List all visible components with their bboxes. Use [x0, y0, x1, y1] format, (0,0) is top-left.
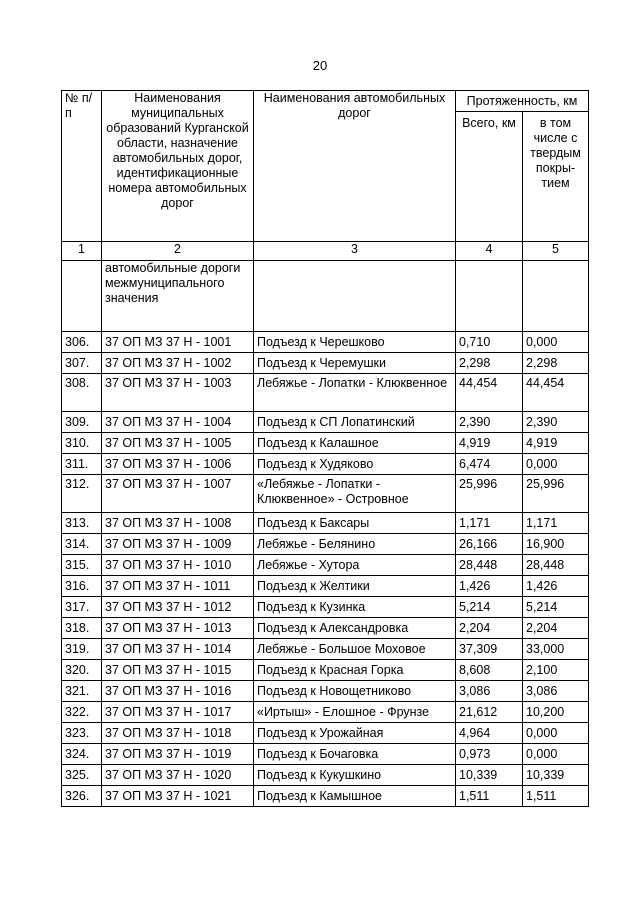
road-name: Подъезд к Баксары [254, 513, 456, 534]
header-length: Протяженность, км [456, 91, 589, 112]
table-row [62, 597, 589, 618]
length-total: 8,608 [456, 660, 523, 681]
road-id: 37 ОП МЗ 37 Н - 1007 [102, 475, 254, 513]
section-empty-cell [523, 261, 589, 332]
length-total: 21,612 [456, 702, 523, 723]
road-id: 37 ОП МЗ 37 Н - 1015 [102, 660, 254, 681]
section-empty-cell [456, 261, 523, 332]
row-number: 306. [62, 332, 102, 353]
length-total: 0,710 [456, 332, 523, 353]
row-number: 315. [62, 555, 102, 576]
road-name: Подъезд к Урожайная [254, 723, 456, 744]
length-hard-surface: 1,171 [523, 513, 589, 534]
length-hard-surface: 2,100 [523, 660, 589, 681]
road-id: 37 ОП МЗ 37 Н - 1009 [102, 534, 254, 555]
length-total: 4,964 [456, 723, 523, 744]
row-number: 326. [62, 786, 102, 807]
table-row [62, 555, 589, 576]
length-total: 0,973 [456, 744, 523, 765]
road-name: Подъезд к Худяково [254, 454, 456, 475]
section-title: автомобильные дороги межмуниципального значения [102, 261, 254, 332]
length-hard-surface: 0,000 [523, 332, 589, 353]
row-number: 316. [62, 576, 102, 597]
row-number: 324. [62, 744, 102, 765]
length-hard-surface: 3,086 [523, 681, 589, 702]
road-name: Подъезд к Камышное [254, 786, 456, 807]
road-name: Подъезд к Красная Горка [254, 660, 456, 681]
table-row [62, 618, 589, 639]
length-hard-surface: 1,426 [523, 576, 589, 597]
length-hard-surface: 44,454 [523, 374, 589, 412]
length-hard-surface: 10,200 [523, 702, 589, 723]
row-number: 310. [62, 433, 102, 454]
row-number: 312. [62, 475, 102, 513]
road-name: Лебяжье - Большое Моховое [254, 639, 456, 660]
road-name: Подъезд к Черешково [254, 332, 456, 353]
road-id: 37 ОП МЗ 37 Н - 1008 [102, 513, 254, 534]
table-row [62, 681, 589, 702]
length-hard-surface: 0,000 [523, 723, 589, 744]
row-number: 318. [62, 618, 102, 639]
table-row [62, 786, 589, 807]
road-id: 37 ОП МЗ 37 Н - 1003 [102, 374, 254, 412]
section-row [62, 261, 589, 332]
row-number: 325. [62, 765, 102, 786]
row-number: 314. [62, 534, 102, 555]
road-name: Подъезд к Кузинка [254, 597, 456, 618]
road-name: «Иртыш» - Елошное - Фрунзе [254, 702, 456, 723]
length-total: 2,204 [456, 618, 523, 639]
row-number: 311. [62, 454, 102, 475]
table-row [62, 576, 589, 597]
length-hard-surface: 10,339 [523, 765, 589, 786]
section-empty-cell [62, 261, 102, 332]
length-hard-surface: 25,996 [523, 475, 589, 513]
table-row [62, 475, 589, 513]
header-number: № п/п [62, 91, 102, 242]
road-id: 37 ОП МЗ 37 Н - 1010 [102, 555, 254, 576]
table-row [62, 353, 589, 374]
road-id: 37 ОП МЗ 37 Н - 1004 [102, 412, 254, 433]
table-row [62, 513, 589, 534]
table-row [62, 433, 589, 454]
header-hard-surface: в том числе с твердым покры-тием [523, 112, 589, 242]
length-total: 3,086 [456, 681, 523, 702]
length-total: 2,298 [456, 353, 523, 374]
road-id: 37 ОП МЗ 37 Н - 1017 [102, 702, 254, 723]
length-total: 4,919 [456, 433, 523, 454]
road-id: 37 ОП МЗ 37 Н - 1021 [102, 786, 254, 807]
length-hard-surface: 0,000 [523, 454, 589, 475]
length-total: 6,474 [456, 454, 523, 475]
road-name: «Лебяжье - Лопатки - Клюквенное» - Островное [254, 475, 456, 513]
table-row [62, 332, 589, 353]
road-id: 37 ОП МЗ 37 Н - 1019 [102, 744, 254, 765]
length-hard-surface: 4,919 [523, 433, 589, 454]
length-total: 10,339 [456, 765, 523, 786]
road-id: 37 ОП МЗ 37 Н - 1020 [102, 765, 254, 786]
column-number: 2 [102, 242, 254, 261]
column-number: 3 [254, 242, 456, 261]
table-row [62, 744, 589, 765]
header-road-name: Наименования автомобильных дорог [254, 91, 456, 242]
road-id: 37 ОП МЗ 37 Н - 1001 [102, 332, 254, 353]
table-row [62, 639, 589, 660]
length-hard-surface: 2,390 [523, 412, 589, 433]
road-name: Подъезд к Кукушкино [254, 765, 456, 786]
header-total: Всего, км [456, 112, 523, 242]
table-row [62, 412, 589, 433]
length-hard-surface: 1,511 [523, 786, 589, 807]
length-total: 1,511 [456, 786, 523, 807]
column-number: 1 [62, 242, 102, 261]
row-number: 308. [62, 374, 102, 412]
header-municipality: Наименования муниципальных образований Курганской области, назначение автомобильных дорог, идентификационные номера автомобильных дорог [102, 91, 254, 242]
column-number-row [62, 242, 589, 261]
length-total: 28,448 [456, 555, 523, 576]
column-number: 4 [456, 242, 523, 261]
row-number: 322. [62, 702, 102, 723]
length-total: 5,214 [456, 597, 523, 618]
road-name: Лебяжье - Лопатки - Клюквенное [254, 374, 456, 412]
length-total: 2,390 [456, 412, 523, 433]
road-name: Подъезд к Александровка [254, 618, 456, 639]
road-id: 37 ОП МЗ 37 Н - 1018 [102, 723, 254, 744]
column-number: 5 [523, 242, 589, 261]
road-id: 37 ОП МЗ 37 Н - 1016 [102, 681, 254, 702]
row-number: 323. [62, 723, 102, 744]
road-name: Лебяжье - Белянино [254, 534, 456, 555]
table-row [62, 534, 589, 555]
length-hard-surface: 0,000 [523, 744, 589, 765]
road-name: Подъезд к Черемушки [254, 353, 456, 374]
road-name: Подъезд к Калашное [254, 433, 456, 454]
length-hard-surface: 2,204 [523, 618, 589, 639]
row-number: 307. [62, 353, 102, 374]
table-row [62, 723, 589, 744]
length-hard-surface: 28,448 [523, 555, 589, 576]
row-number: 321. [62, 681, 102, 702]
row-number: 320. [62, 660, 102, 681]
length-hard-surface: 5,214 [523, 597, 589, 618]
road-name: Подъезд к Новощетниково [254, 681, 456, 702]
road-id: 37 ОП МЗ 37 Н - 1013 [102, 618, 254, 639]
length-total: 25,996 [456, 475, 523, 513]
road-id: 37 ОП МЗ 37 Н - 1002 [102, 353, 254, 374]
row-number: 319. [62, 639, 102, 660]
length-total: 1,426 [456, 576, 523, 597]
road-id: 37 ОП МЗ 37 Н - 1014 [102, 639, 254, 660]
length-hard-surface: 2,298 [523, 353, 589, 374]
row-number: 309. [62, 412, 102, 433]
road-id: 37 ОП МЗ 37 Н - 1006 [102, 454, 254, 475]
row-number: 313. [62, 513, 102, 534]
table-row [62, 660, 589, 681]
road-id: 37 ОП МЗ 37 Н - 1005 [102, 433, 254, 454]
road-id: 37 ОП МЗ 37 Н - 1011 [102, 576, 254, 597]
table-row [62, 454, 589, 475]
length-hard-surface: 33,000 [523, 639, 589, 660]
road-name: Лебяжье - Хутора [254, 555, 456, 576]
roads-table [61, 90, 589, 807]
table-row [62, 702, 589, 723]
length-hard-surface: 16,900 [523, 534, 589, 555]
road-name: Подъезд к Желтики [254, 576, 456, 597]
table-row [62, 765, 589, 786]
length-total: 26,166 [456, 534, 523, 555]
section-empty-cell [254, 261, 456, 332]
road-id: 37 ОП МЗ 37 Н - 1012 [102, 597, 254, 618]
road-name: Подъезд к Бочаговка [254, 744, 456, 765]
length-total: 44,454 [456, 374, 523, 412]
length-total: 37,309 [456, 639, 523, 660]
row-number: 317. [62, 597, 102, 618]
length-total: 1,171 [456, 513, 523, 534]
header-row [62, 91, 589, 112]
page-number: 20 [312, 58, 328, 73]
table-row [62, 374, 589, 412]
road-name: Подъезд к СП Лопатинский [254, 412, 456, 433]
